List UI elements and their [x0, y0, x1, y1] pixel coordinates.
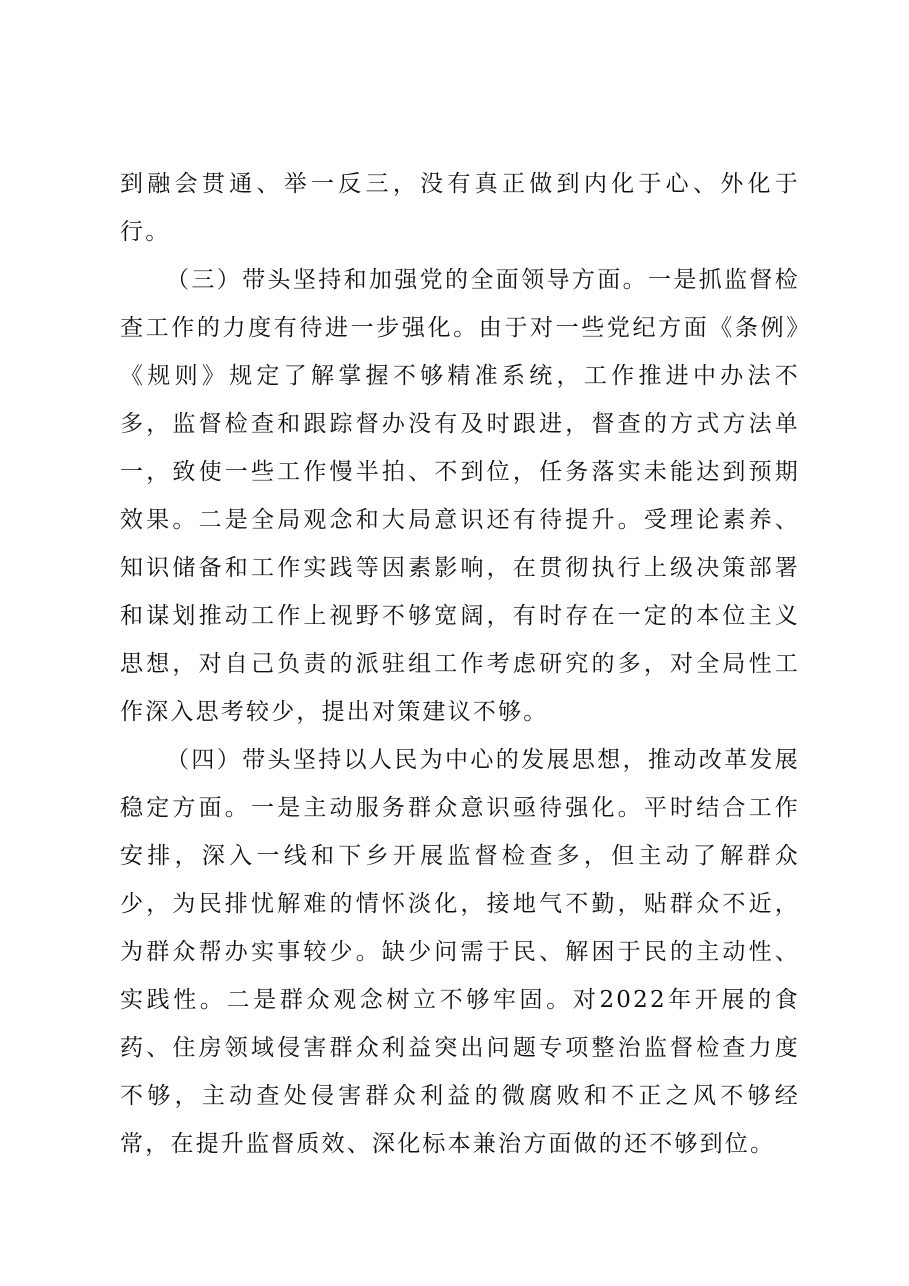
paragraph-continuation: 到融会贯通、举一反三，没有真正做到内化于心、外化于行。: [120, 171, 800, 245]
document-body: [120, 160, 800, 1168]
paragraph-section-four: （四）带头坚持以人民为中心的发展思想，推动改革发展稳定方面。一是主动服务群众意识亟待强化。平时结合工作安排，深入一线和下乡开展监督检查多，但主动了解群众少，为民排忧解难的情怀淡化，接地气不勤，贴群众不近，为群众帮办实事较少。缺少问需于民、解困于民的主动性、实践性。二是群众观念树立不够牢固。对2022年开展的食药、住房领域侵害群众利益突出问题专项整治监督检查力度不够，主动查处侵害群众利益的微腐败和不正之风不够经常，在提升监督质效、深化标本兼治方面做的还不够到位。: [120, 747, 800, 1157]
paragraph-section-three: （三）带头坚持和加强党的全面领导方面。一是抓监督检查工作的力度有待进一步强化。由于对一些党纪方面《条例》《规则》规定了解掌握不够精准系统，工作推进中办法不多，监督检查和跟踪督办没有及时跟进，督查的方式方法单一，致使一些工作慢半拍、不到位，任务落实未能达到预期效果。二是全局观念和大局意识还有待提升。受理论素养、知识储备和工作实践等因素影响，在贯彻执行上级决策部署和谋划推动工作上视野不够宽阔，有时存在一定的本位主义思想，对自己负责的派驻组工作考虑研究的多，对全局性工作深入思考较少，提出对策建议不够。: [120, 267, 800, 725]
